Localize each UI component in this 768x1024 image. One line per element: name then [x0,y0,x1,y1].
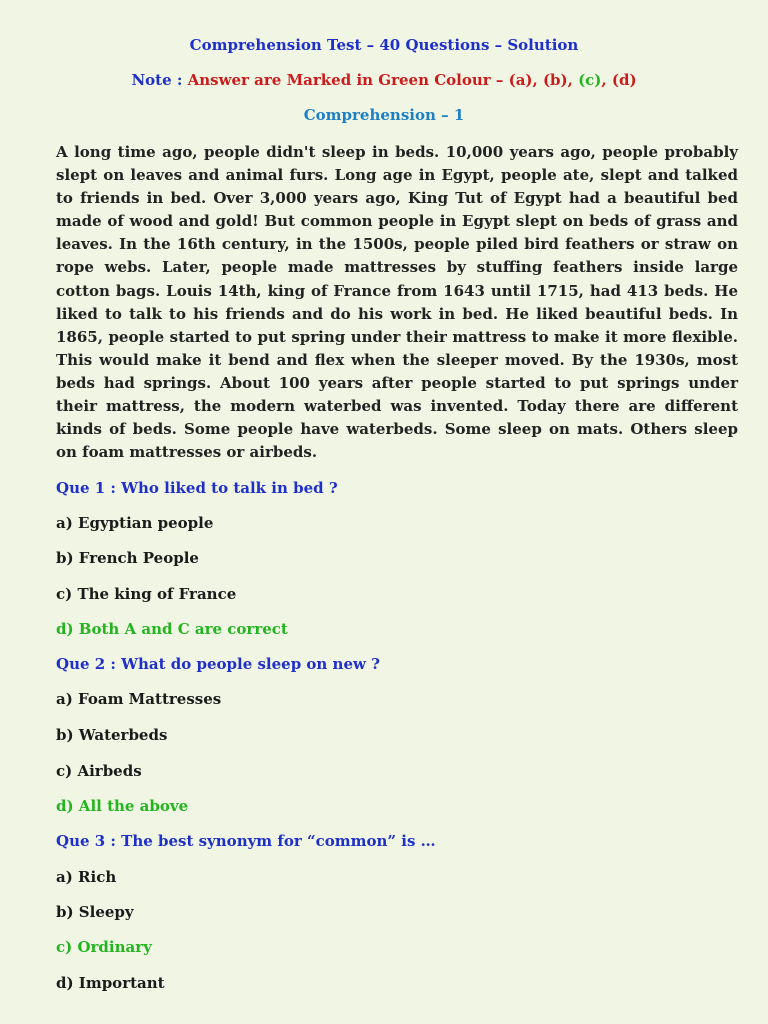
note-green-marker: (c) [578,71,602,89]
q1-option-a: a) Egyptian people [56,514,214,532]
q3-option-a: a) Rich [56,868,117,886]
question-3: Que 3 : The best synonym for “common” is … [56,832,436,850]
question-1: Que 1 : Who liked to talk in bed ? [56,479,338,497]
note-text: Answer are Marked in Green Colour – (a), (b), [187,71,579,89]
q3-option-b: b) Sleepy [56,903,134,921]
q2-option-b: b) Waterbeds [56,726,168,744]
q2-option-a: a) Foam Mattresses [56,690,222,708]
q3-option-c-correct: c) Ordinary [56,938,152,956]
question-2: Que 2 : What do people sleep on new ? [56,655,380,673]
q1-option-c: c) The king of France [56,585,237,603]
q2-option-c: c) Airbeds [56,762,142,780]
q1-option-d-correct: d) Both A and C are correct [56,620,288,638]
section-heading: Comprehension – 1 [303,106,465,124]
comprehension-passage: A long time ago, people didn't sleep in beds. 10,000 years ago, people probably slept on leaves and animal furs. Long age in Egypt, people ate, slept and talked to friends in bed. Over 3,000 years ago, King Tut of Egypt had a beautiful bed made of wood and gold! But common people in Egypt slept on beds of grass and leaves. In the 16th century, in the 1500s, people piled bird feathers or straw on rope webs. Later, people made mattresses by stuffing feathers inside large cotton bags. Louis 14th, king of France from 1643 until 1715, had 413 beds. He liked to talk to his friends and do his work in bed. He liked beautiful beds. In 1865, people started to put spring under their mattress to make it more flexible. This would make it bend and flex when the sleeper moved. By the 1930s, most beds had springs. About 100 years after people started to put springs under their mattress, the modern waterbed was invented. Today there are different kinds of beds. Some people have waterbeds. Some sleep on mats. Others sleep on foam mattresses or airbeds. [56,143,738,462]
answer-note [0,71,768,89]
q2-option-d-correct: d) All the above [56,797,189,815]
document-title: Comprehension Test – 40 Questions – Solution [189,36,579,54]
note-comma: , [601,71,612,89]
note-prefix: Note : [131,71,188,89]
note-last-marker: (d) [611,71,637,89]
q1-option-b: b) French People [56,549,199,567]
q3-option-d: d) Important [56,974,165,992]
